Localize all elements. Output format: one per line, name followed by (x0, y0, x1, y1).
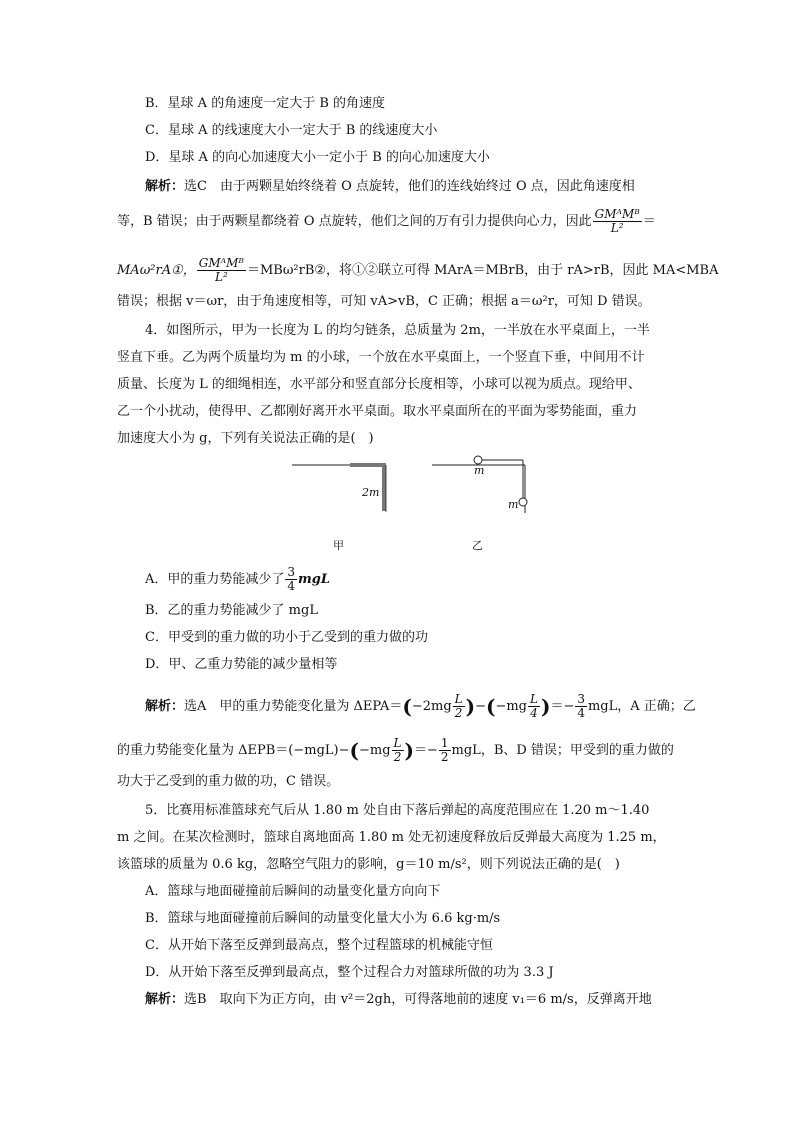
figure-balls-caption: 乙 (472, 539, 483, 552)
solution-label: 解析： (145, 699, 185, 714)
q5-option-a: A．篮球与地面碰撞前后瞬间的动量变化量方向向下 (145, 884, 441, 899)
q3-option-b: B．星球 A 的角速度一定大于 B 的角速度 (145, 96, 386, 111)
q5-stem-line-3: 该篮球的质量为 0.6 kg，忽略空气阻力的影响，g＝10 m/s²，则下列说法正确的是( ) (117, 857, 620, 872)
solution-label: 解析： (145, 179, 185, 194)
fraction: $\frac{L}{2}$ (393, 736, 402, 764)
figure-chain (290, 460, 400, 520)
q3-solution-line-2: 等，B 错误；由于两颗星都绕着 O 点旋转，他们之间的万有引力提供向心力，因此 $\frac{\text{GMᴬMᴮ}}{\text{L²}}$ ＝ (117, 207, 656, 235)
chain-horizontal (350, 463, 385, 467)
fraction: $\frac{1}{2}$ (440, 736, 449, 764)
solution-label: 解析： (145, 992, 185, 1007)
q5-option-c: C．从开始下落至反弹到最高点，整个过程篮球的机械能守恒 (145, 938, 493, 953)
q4-option-b: B．乙的重力势能减少了 mgL (145, 603, 318, 618)
figure-chain-mass-label: 2m (362, 486, 380, 499)
fraction: $\frac{L}{2}$ (454, 692, 463, 720)
q4-stem-line-5: 加速度大小为 g，下列有关说法正确的是( ) (117, 431, 374, 446)
chain-vertical (382, 463, 386, 511)
q4-option-c: C．甲受到的重力做的功小于乙受到的重力做的功 (145, 630, 428, 645)
figure-chain-caption: 甲 (333, 539, 344, 552)
q5-stem-line-1: 5．比赛用标准篮球充气后从 1.80 m 处自由下落后弹起的高度范围应在 1.20 m～1.40 (145, 803, 650, 818)
fraction: $\frac{\text{GMᴬMᴮ}}{\text{L²}}$ (198, 256, 244, 284)
q3-option-c: C．星球 A 的线速度大小一定大于 B 的线速度大小 (145, 123, 438, 138)
q4-option-d: D．甲、乙重力势能的减少量相等 (145, 657, 338, 672)
fraction: $\frac{\text{GMᴬMᴮ}}{\text{L²}}$ (594, 207, 640, 235)
q5-option-d: D．从开始下落至反弹到最高点，整个过程合力对篮球所做的功为 3.3 J (145, 965, 554, 980)
fraction: $\frac{3}{4}$ (287, 565, 296, 593)
q5-stem-line-2: m 之间。在某次检测时，篮球自离地面高 1.80 m 处无初速度释放后反弹最大高度为 1.25 m， (117, 830, 666, 845)
q4-stem-line-3: 质量、长度为 L 的细绳相连，水平部分和竖直部分长度相等，小球可以视为质点。现给甲、 (117, 377, 641, 392)
q3-solution-line-4: 错误；根据 v＝ωr，由于角速度相等，可知 vA>vB，C 正确；根据 a＝ω²r，可知 D 错误。 (117, 294, 651, 309)
figure-balls-mass-top: m (474, 464, 485, 477)
q4-solution-line-1: 解析：选A 甲的重力势能变化量为 ΔEPA＝(−2mg $\frac{L}{2}$ )−(−mg $\frac{L}{4}$ )＝− $\frac{3}{4}$ mgL，A 正确；乙 (145, 692, 696, 720)
q4-stem-line-4: 乙一个小扰动，使得甲、乙都刚好离开水平桌面。取水平桌面所在的平面为零势能面，重力 (117, 404, 638, 419)
q5-option-b: B．篮球与地面碰撞前后瞬间的动量变化量大小为 6.6 kg·m/s (145, 911, 501, 926)
q4-stem-line-2: 竖直下垂。乙为两个质量均为 m 的小球，一个放在水平桌面上，一个竖直下垂，中间用不计 (117, 350, 645, 365)
fraction: $\frac{L}{4}$ (530, 692, 538, 720)
q4-solution-line-2: 的重力势能变化量为 ΔEPB＝(−mgL)−(−mg $\frac{L}{2}$ )＝− $\frac{1}{2}$ mgL，B、D 错误；甲受到的重力做的 (117, 736, 674, 764)
q3-solution-line-1: 解析：选C 由于两颗星始终绕着 O 点旋转，他们的连线始终过 O 点，因此角速度相 (145, 179, 635, 194)
q3-solution-line-3: MAω²rA①， $\frac{\text{GMᴬMᴮ}}{\text{L²}}$ ＝MBω²rB②，将①②联立可得 MArA＝MBrB，由于 rA>rB，因此 MA<MBA (117, 256, 719, 284)
figure-balls-mass-side: m (508, 498, 519, 511)
q5-solution-line-1: 解析：选B 取向下为正方向，由 v²＝2gh，可得落地前的速度 v₁＝6 m/s，反弹离开地 (145, 992, 652, 1007)
q4-option-a: A．甲的重力势能减少了 $\frac{3}{4}$ mgL (145, 565, 331, 593)
q3-option-d: D．星球 A 的向心加速度大小一定小于 B 的向心加速度大小 (145, 150, 490, 165)
q4-stem-line-1: 4．如图所示，甲为一长度为 L 的均匀链条，总质量为 2m，一半放在水平桌面上，一半 (145, 323, 650, 338)
fraction: $\frac{3}{4}$ (577, 692, 585, 720)
ball-side (519, 498, 527, 506)
q4-solution-line-3: 功大于乙受到的重力做的功，C 错误。 (117, 774, 340, 789)
ball-top (474, 456, 482, 464)
